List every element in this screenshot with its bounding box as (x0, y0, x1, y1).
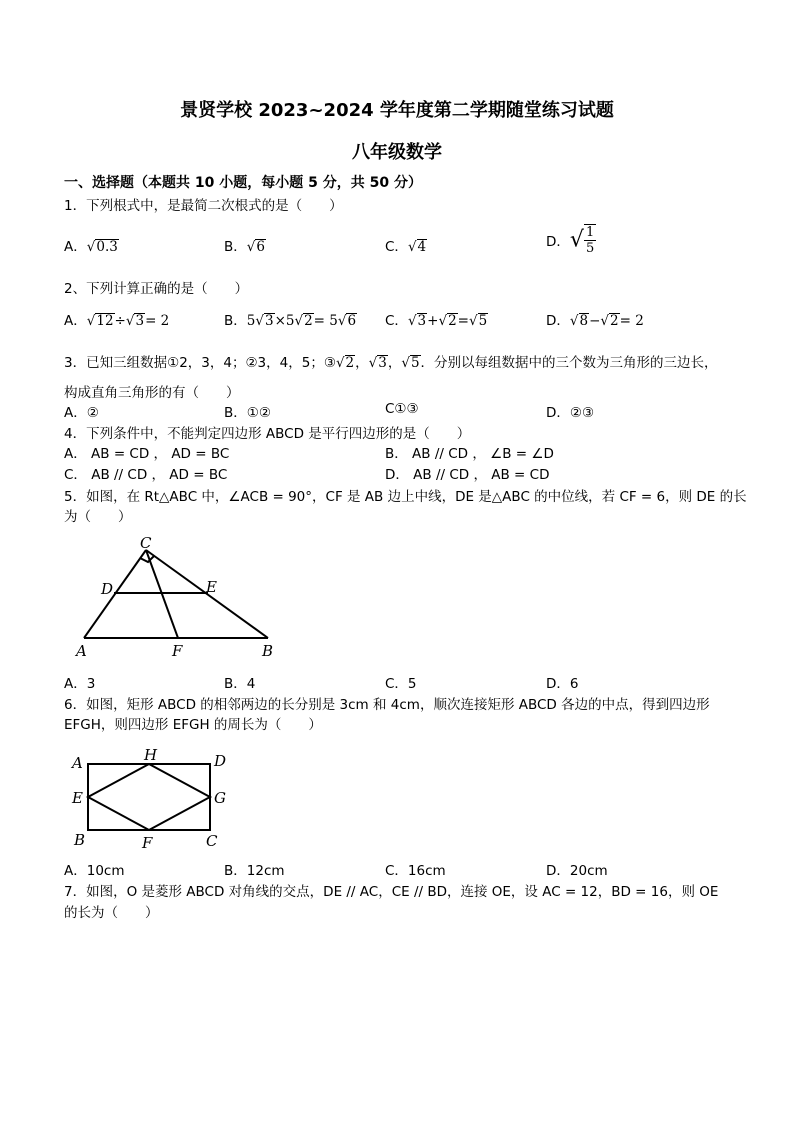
label-c: C (140, 534, 152, 552)
q3-option-c: C①③ (385, 401, 419, 417)
exam-subtitle: 八年级数学 (352, 142, 442, 163)
label-a: A (76, 642, 87, 660)
label-b: B (262, 642, 274, 660)
q6-option-c: C．16cm (385, 863, 446, 879)
question-4-stem: 4．下列条件中，不能判定四边形 ABCD 是平行四边形的是（ ） (64, 426, 471, 442)
q4-option-b: B． AB // CD ， ∠B = ∠D (385, 446, 554, 462)
label-b: B (74, 831, 86, 849)
q2-option-b: B．5√3×5√2= 5√6 (224, 313, 357, 329)
question-5-line-1: 5．如图，在 Rt△ABC 中，∠ACB = 90°，CF 是 AB 边上中线，DE 是△ABC 的中位线，若 CF = 6，则 DE 的长 (64, 489, 747, 505)
q3-option-a: A．② (64, 405, 99, 421)
triangle-figure (70, 532, 285, 660)
question-1-stem: 1．下列根式中，是最简二次根式的是（ ） (64, 198, 343, 214)
q6-option-b: B．12cm (224, 863, 285, 879)
rectangle-figure (66, 744, 236, 852)
q6-option-d: D．20cm (546, 863, 608, 879)
question-7-line-2: 的长为（ ） (64, 905, 159, 921)
question-3-line-1: 3．已知三组数据①2，3，4；②3，4，5；③√2，√3，√5．分别以每组数据中的三个数为三角形的三边长， (64, 355, 718, 371)
q1-option-c: C．√4 (385, 239, 427, 255)
label-g: G (214, 789, 226, 807)
q5-option-b: B．4 (224, 676, 256, 692)
label-f: F (172, 642, 183, 660)
label-e: E (72, 789, 83, 807)
q2-option-a: A．√12÷√3= 2 (64, 313, 170, 329)
exam-title: 景贤学校 2023~2024 学年度第二学期随堂练习试题 (180, 100, 614, 121)
question-7-line-1: 7．如图，O 是菱形 ABCD 对角线的交点，DE // AC，CE // BD，连接 OE，设 AC = 12，BD = 16，则 OE (64, 884, 719, 900)
section-heading: 一、选择题（本题共 10 小题，每小题 5 分，共 50 分） (64, 175, 422, 191)
q3-option-b: B．①② (224, 405, 271, 421)
label-f: F (142, 834, 153, 852)
q2-option-d: D．√8−√2= 2 (546, 313, 644, 329)
q5-option-d: D．6 (546, 676, 579, 692)
q6-option-a: A．10cm (64, 863, 125, 879)
q1-option-d: D．√ $\frac{1}{5}$ (546, 225, 595, 256)
q3-option-d: D．②③ (546, 405, 595, 421)
q4-option-c: C． AB // CD ， AD = BC (64, 467, 228, 483)
q1-option-a: A．√0.3 (64, 239, 118, 255)
label-a: A (72, 754, 83, 772)
question-3-line-2: 构成直角三角形的有（ ） (64, 385, 240, 401)
question-5-line-2: 为（ ） (64, 509, 132, 525)
q5-option-c: C．5 (385, 676, 417, 692)
q2-option-c: C．√3+√2=√5 (385, 313, 488, 329)
label-h: H (144, 746, 158, 764)
label-c: C (206, 832, 218, 850)
q4-option-d: D． AB // CD ， AB = CD (385, 467, 550, 483)
q1-option-b: B．√6 (224, 239, 265, 255)
question-6-line-1: 6．如图，矩形 ABCD 的相邻两边的长分别是 3cm 和 4cm，顺次连接矩形 ABCD 各边的中点，得到四边形 (64, 697, 710, 713)
label-e: E (206, 578, 217, 596)
q5-option-a: A．3 (64, 676, 96, 692)
label-d: D (101, 580, 114, 598)
q4-option-a: A． AB = CD ， AD = BC (64, 446, 230, 462)
question-2-stem: 2、下列计算正确的是（ ） (64, 281, 249, 297)
question-6-line-2: EFGH，则四边形 EFGH 的周长为（ ） (64, 717, 322, 733)
label-d: D (214, 752, 227, 770)
